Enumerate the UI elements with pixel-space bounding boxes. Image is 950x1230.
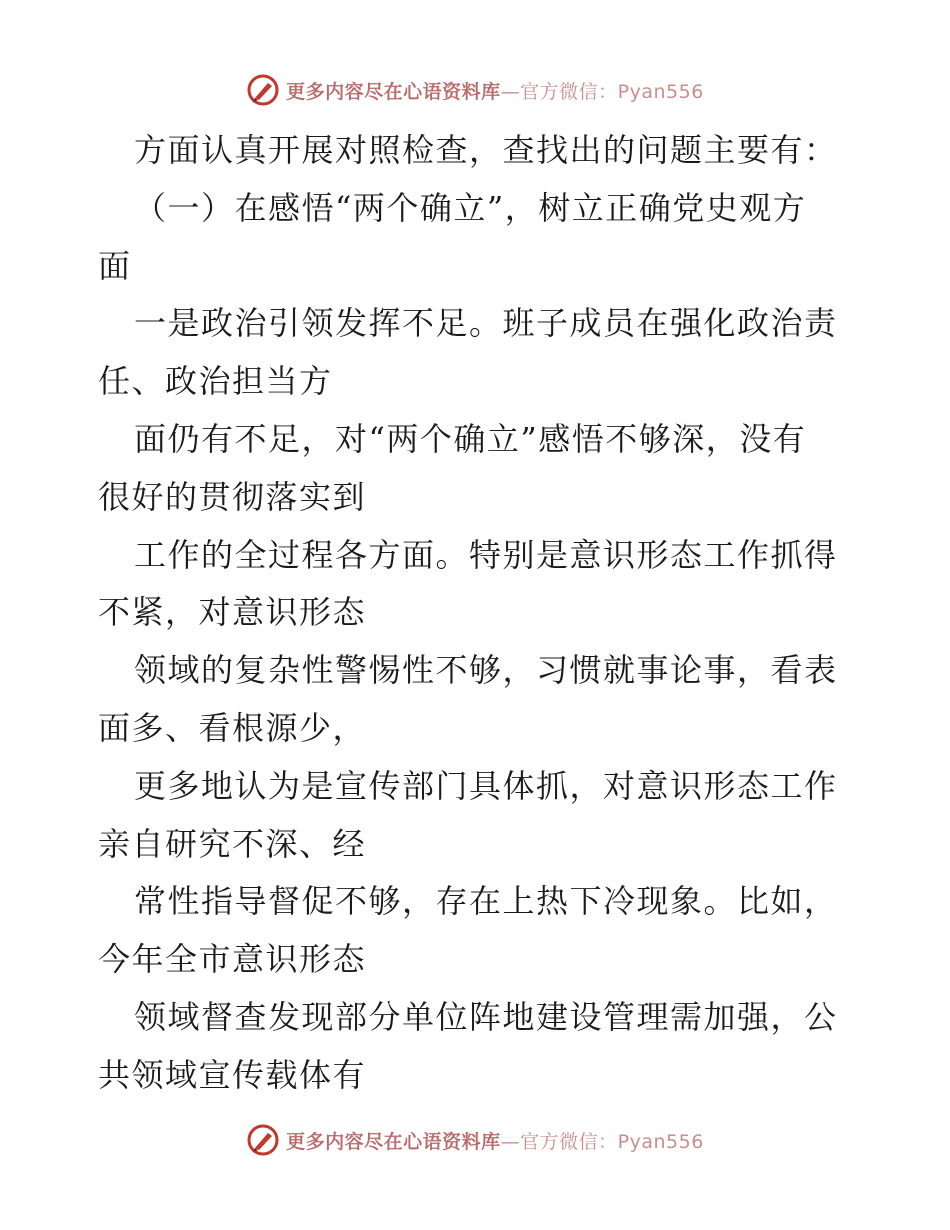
text-line: 领域督查发现部分单位阵地建设管理需加强，公 — [134, 997, 838, 1036]
watermark-text — [286, 1127, 704, 1154]
text-line: 面多、看根源少， — [98, 708, 367, 747]
text-line: （一）在感悟“两个确立”，树立正确党史观方 — [134, 188, 807, 227]
pen-logo-icon — [246, 73, 280, 107]
text-line: 任、政治担当方 — [98, 362, 333, 401]
header-watermark — [0, 70, 950, 110]
text-line: 领域的复杂性警惕性不够，习惯就事论事，看表 — [134, 651, 838, 690]
text-line: 共领域宣传载体有 — [98, 1055, 367, 1094]
watermark-contact: 官方微信：Pyan556 — [520, 80, 704, 103]
text-line: 面仍有不足，对“两个确立”感悟不够深，没有 — [134, 419, 807, 458]
text-line: 常性指导督促不够，存在上热下冷现象。比如， — [134, 882, 838, 921]
footer-watermark — [0, 1120, 950, 1160]
text-line: 今年全市意识形态 — [98, 940, 367, 979]
text-line: 一是政治引领发挥不足。班子成员在强化政治责 — [134, 304, 838, 343]
watermark-contact: 官方微信：Pyan556 — [520, 1130, 704, 1153]
text-line: 方面认真开展对照检查，查找出的问题主要有： — [134, 131, 838, 169]
watermark-main: 更多内容尽在心语资料库 — [286, 1130, 501, 1153]
watermark-main: 更多内容尽在心语资料库 — [286, 80, 501, 103]
text-line: 面 — [98, 246, 132, 285]
watermark-text — [286, 77, 704, 104]
text-line: 工作的全过程各方面。特别是意识形态工作抓得 — [134, 535, 838, 574]
text-line: 更多地认为是宣传部门具体抓，对意识形态工作 — [134, 766, 838, 805]
pen-logo-icon — [246, 1123, 280, 1157]
watermark-separator: — — [500, 80, 521, 103]
document-body — [98, 122, 858, 1105]
text-line: 不紧，对意识形态 — [98, 593, 367, 632]
watermark-separator: — — [500, 1130, 521, 1153]
text-line: 亲自研究不深、经 — [98, 824, 367, 863]
text-line: 很好的贯彻落实到 — [98, 477, 367, 516]
